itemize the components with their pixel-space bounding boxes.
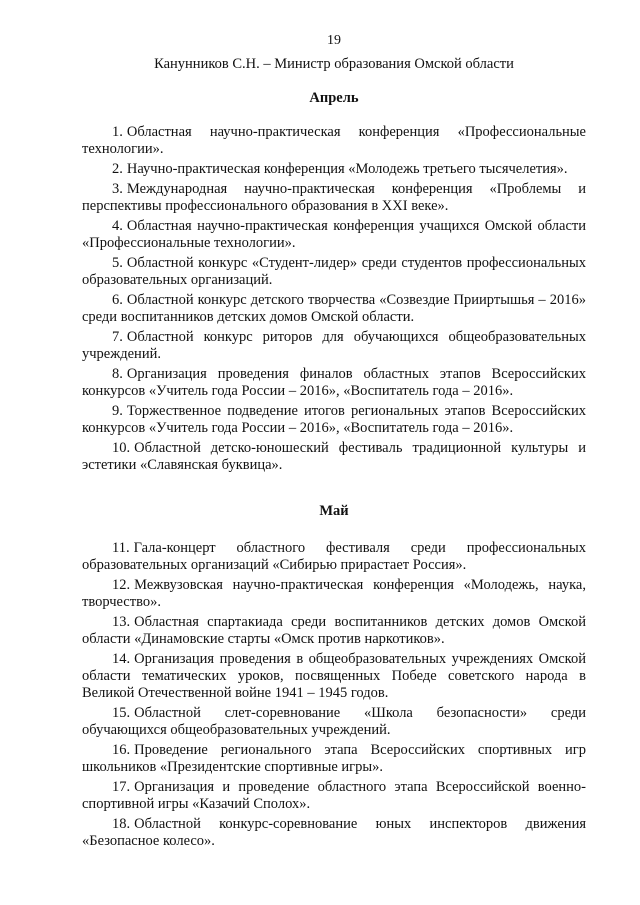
list-item xyxy=(82,540,586,574)
document-page xyxy=(82,32,586,853)
list-item xyxy=(82,218,586,252)
item-text: Межвузовская научно-практическая конференция «Молодежь, наука, творчество». xyxy=(82,577,586,610)
section-heading-april: Апрель xyxy=(309,90,359,106)
item-text: Областная научно-практическая конференция «Профессиональные технологии». xyxy=(82,124,586,157)
item-number: 4. xyxy=(112,218,123,234)
item-number: 1. xyxy=(112,124,123,140)
item-number: 14. xyxy=(112,651,131,667)
list-item xyxy=(82,816,586,850)
item-text: Областной конкурс-соревнование юных инспекторов движения «Безопасное колесо». xyxy=(82,816,586,849)
item-number: 15. xyxy=(112,705,131,721)
list-item xyxy=(82,255,586,289)
event-list-may xyxy=(82,540,586,850)
list-item xyxy=(82,124,586,158)
event-list-april xyxy=(82,124,586,474)
list-item xyxy=(82,779,586,813)
list-item xyxy=(82,742,586,776)
item-number: 12. xyxy=(112,577,131,593)
item-text: Областной конкурс риторов для обучающихся общеобразовательных учреждений. xyxy=(82,329,586,362)
item-number: 17. xyxy=(112,779,131,795)
item-number: 8. xyxy=(112,366,123,382)
item-text: Областная спартакиада среди воспитанников детских домов Омской области «Динамовские старты «Омск против наркотиков». xyxy=(82,614,586,647)
item-text: Областной детско-юношеский фестиваль традиционной культуры и эстетики «Славянская буквица». xyxy=(82,440,586,473)
list-item xyxy=(82,614,586,648)
list-item xyxy=(82,292,586,326)
item-text: Организация и проведение областного этапа Всероссийской военно-спортивной игры «Казачий Сполох». xyxy=(82,779,586,812)
list-item xyxy=(82,366,586,400)
item-text: Организация проведения в общеобразовательных учреждениях Омской области тематических уроков, посвященных Победе советского народа в Великой Отечественной войне 1941 – 1945 годов. xyxy=(82,651,586,701)
list-item xyxy=(82,161,586,178)
list-item xyxy=(82,705,586,739)
item-number: 9. xyxy=(112,403,123,419)
item-text: Гала-концерт областного фестиваля среди профессиональных образовательных организаций «Сибирью прирастает Россия». xyxy=(82,540,586,573)
list-item xyxy=(82,577,586,611)
item-number: 5. xyxy=(112,255,123,271)
item-number: 13. xyxy=(112,614,131,630)
item-text: Проведение регионального этапа Всероссийских спортивных игр школьников «Президентские спортивные игры». xyxy=(82,742,586,775)
item-text: Организация проведения финалов областных этапов Всероссийских конкурсов «Учитель года России – 2016», «Воспитатель года – 2016». xyxy=(82,366,586,399)
list-item xyxy=(82,440,586,474)
list-item xyxy=(82,329,586,363)
list-item xyxy=(82,651,586,702)
item-number: 11. xyxy=(112,540,130,556)
item-text: Научно-практическая конференция «Молодежь третьего тысячелетия». xyxy=(126,161,568,177)
document-header: Канунников С.Н. – Министр образования Омской области xyxy=(154,56,514,72)
item-number: 7. xyxy=(112,329,123,345)
list-item xyxy=(82,403,586,437)
item-number: 16. xyxy=(112,742,131,758)
item-number: 10. xyxy=(112,440,131,456)
item-text: Областной конкурс «Студент-лидер» среди студентов профессиональных образовательных организаций. xyxy=(82,255,586,288)
item-text: Областной слет-соревнование «Школа безопасности» среди обучающихся общеобразовательных учреждений. xyxy=(82,705,586,738)
item-number: 6. xyxy=(112,292,123,308)
list-item xyxy=(82,181,586,215)
item-text: Областной конкурс детского творчества «Созвездие Прииртышья – 2016» среди воспитанников детских домов Омской области. xyxy=(82,292,586,325)
page-number: 19 xyxy=(327,33,341,48)
item-text: Международная научно-практическая конференция «Проблемы и перспективы профессионального образования в XXI веке». xyxy=(82,181,586,214)
item-number: 3. xyxy=(112,181,123,197)
item-number: 2. xyxy=(112,161,123,177)
item-text: Торжественное подведение итогов региональных этапов Всероссийских конкурсов «Учитель года России – 2016», «Воспитатель года – 2016». xyxy=(82,403,586,436)
item-text: Областная научно-практическая конференция учащихся Омской области «Профессиональные технологии». xyxy=(82,218,586,251)
item-number: 18. xyxy=(112,816,131,832)
section-heading-may: Май xyxy=(319,503,349,519)
